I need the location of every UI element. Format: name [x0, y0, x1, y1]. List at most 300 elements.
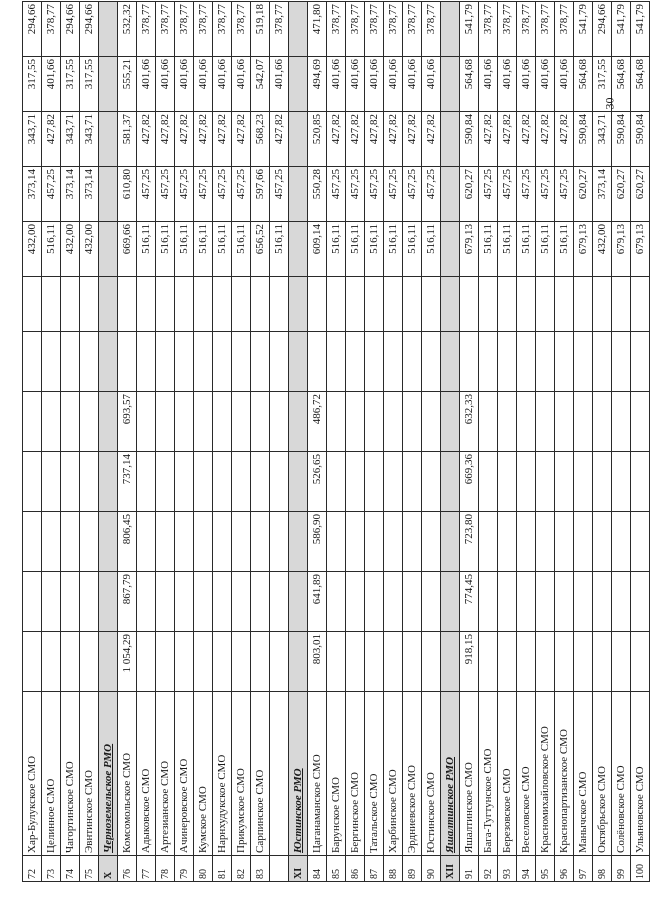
value-cell: 427,82	[42, 112, 61, 167]
value-cell	[384, 572, 403, 632]
table-row	[156, 2, 175, 882]
value-cell	[346, 512, 365, 572]
value-cell: 427,82	[498, 112, 517, 167]
value-cell: 457,25	[422, 167, 441, 222]
value-cell: 918,15	[460, 632, 479, 692]
row-number: 91	[460, 856, 479, 882]
row-number: 100	[631, 856, 650, 882]
value-cell	[251, 332, 270, 392]
value-cell	[346, 572, 365, 632]
value-cell: 590,84	[631, 112, 650, 167]
value-cell	[289, 167, 308, 222]
value-cell	[479, 277, 498, 332]
value-cell	[270, 452, 289, 512]
table-row	[612, 2, 631, 882]
value-cell	[460, 332, 479, 392]
value-cell	[80, 277, 99, 332]
value-cell	[327, 572, 346, 632]
value-cell: 378,77	[232, 2, 251, 57]
value-cell	[517, 632, 536, 692]
municipality-name: Сарпинское СМО	[251, 692, 270, 856]
table-row	[42, 2, 61, 882]
value-cell	[612, 632, 631, 692]
row-number: 76	[118, 856, 137, 882]
value-cell: 520,85	[308, 112, 327, 167]
value-cell: 343,71	[593, 112, 612, 167]
value-cell	[42, 392, 61, 452]
value-cell: 401,66	[365, 57, 384, 112]
value-cell	[308, 332, 327, 392]
value-cell	[593, 632, 612, 692]
value-cell: 679,13	[574, 222, 593, 277]
value-cell	[631, 452, 650, 512]
value-cell	[441, 332, 460, 392]
value-cell: 432,00	[593, 222, 612, 277]
value-cell: 457,25	[498, 167, 517, 222]
value-cell	[42, 572, 61, 632]
value-cell: 378,77	[536, 2, 555, 57]
value-cell: 432,00	[23, 222, 42, 277]
value-cell	[327, 332, 346, 392]
value-cell	[175, 512, 194, 572]
value-cell: 693,57	[118, 392, 137, 452]
value-cell	[99, 452, 118, 512]
value-cell: 581,37	[118, 112, 137, 167]
table-body	[23, 2, 650, 882]
value-cell	[441, 512, 460, 572]
municipality-name: Адыковское СМО	[137, 692, 156, 856]
value-cell: 427,82	[346, 112, 365, 167]
municipality-name: Эрдниевское СМО	[403, 692, 422, 856]
value-cell	[99, 632, 118, 692]
value-cell: 526,65	[308, 452, 327, 512]
value-cell	[289, 572, 308, 632]
value-cell	[232, 392, 251, 452]
value-cell: 401,66	[137, 57, 156, 112]
value-cell: 401,66	[403, 57, 422, 112]
value-cell: 401,66	[384, 57, 403, 112]
value-cell: 294,66	[593, 2, 612, 57]
value-cell: 432,00	[61, 222, 80, 277]
value-cell	[631, 277, 650, 332]
value-cell	[555, 452, 574, 512]
row-number: XI	[289, 856, 308, 882]
value-cell	[346, 632, 365, 692]
value-cell	[23, 512, 42, 572]
value-cell: 378,77	[384, 2, 403, 57]
value-cell	[61, 632, 80, 692]
value-cell: 516,11	[42, 222, 61, 277]
value-cell	[479, 512, 498, 572]
value-cell: 516,11	[194, 222, 213, 277]
value-cell	[232, 452, 251, 512]
group-name: Юстинское РМО	[289, 692, 308, 856]
value-cell	[403, 632, 422, 692]
value-cell	[517, 332, 536, 392]
value-cell	[612, 332, 631, 392]
row-number: X	[99, 856, 118, 882]
municipality-name: Чагортинское СМО	[61, 692, 80, 856]
value-cell	[137, 452, 156, 512]
value-cell: 457,25	[213, 167, 232, 222]
value-cell: 457,25	[517, 167, 536, 222]
value-cell: 532,32	[118, 2, 137, 57]
value-cell: 541,79	[460, 2, 479, 57]
value-cell	[517, 277, 536, 332]
value-cell: 343,71	[23, 112, 42, 167]
municipality-name: Целинное СМО	[42, 692, 61, 856]
municipality-name: Цаганаманское СМО	[308, 692, 327, 856]
table-row	[365, 2, 384, 882]
municipality-name: Прикумское СМО	[232, 692, 251, 856]
value-cell	[365, 632, 384, 692]
value-cell	[555, 332, 574, 392]
value-cell	[61, 512, 80, 572]
row-number: 93	[498, 856, 517, 882]
value-cell	[498, 512, 517, 572]
value-cell: 373,14	[23, 167, 42, 222]
value-cell	[80, 332, 99, 392]
value-cell: 457,25	[270, 167, 289, 222]
value-cell	[555, 572, 574, 632]
row-number	[270, 856, 289, 882]
value-cell	[61, 332, 80, 392]
value-cell	[175, 452, 194, 512]
value-cell	[517, 572, 536, 632]
value-cell	[384, 452, 403, 512]
value-cell	[479, 332, 498, 392]
value-cell	[99, 512, 118, 572]
value-cell: 427,82	[156, 112, 175, 167]
value-cell	[365, 512, 384, 572]
value-cell	[99, 57, 118, 112]
value-cell	[99, 222, 118, 277]
value-cell	[232, 512, 251, 572]
value-cell	[479, 392, 498, 452]
value-cell: 620,27	[612, 167, 631, 222]
value-cell	[99, 572, 118, 632]
value-cell: 378,77	[403, 2, 422, 57]
value-cell	[289, 112, 308, 167]
value-cell	[213, 332, 232, 392]
value-cell	[403, 452, 422, 512]
value-cell	[99, 112, 118, 167]
municipality-name: Ульяновское СМО	[631, 692, 650, 856]
value-cell	[270, 572, 289, 632]
value-cell: 457,25	[232, 167, 251, 222]
municipality-name: Нарнхудукское СМО	[213, 692, 232, 856]
value-cell	[251, 512, 270, 572]
value-cell: 401,66	[213, 57, 232, 112]
table-group-row	[441, 2, 460, 882]
value-cell: 378,77	[327, 2, 346, 57]
value-cell: 620,27	[460, 167, 479, 222]
value-cell: 568,23	[251, 112, 270, 167]
table-row	[631, 2, 650, 882]
value-cell	[441, 2, 460, 57]
value-cell: 378,77	[270, 2, 289, 57]
value-cell: 427,82	[479, 112, 498, 167]
table-group-row	[289, 2, 308, 882]
value-cell	[289, 277, 308, 332]
value-cell: 427,82	[194, 112, 213, 167]
value-cell: 457,25	[175, 167, 194, 222]
value-cell	[194, 392, 213, 452]
value-cell	[555, 512, 574, 572]
value-cell: 401,66	[327, 57, 346, 112]
value-cell	[384, 632, 403, 692]
value-cell	[232, 632, 251, 692]
value-cell: 427,82	[232, 112, 251, 167]
value-cell	[42, 277, 61, 332]
value-cell	[479, 632, 498, 692]
municipality-name: Хар-Булукское СМО	[23, 692, 42, 856]
value-cell: 427,82	[270, 112, 289, 167]
value-cell	[612, 572, 631, 632]
rotated-table-container	[22, 2, 646, 882]
value-cell	[61, 452, 80, 512]
value-cell	[403, 277, 422, 332]
value-cell	[80, 392, 99, 452]
value-cell	[612, 452, 631, 512]
value-cell: 457,25	[346, 167, 365, 222]
row-number: 95	[536, 856, 555, 882]
value-cell: 516,11	[555, 222, 574, 277]
table-row	[232, 2, 251, 882]
value-cell	[555, 277, 574, 332]
value-cell: 867,79	[118, 572, 137, 632]
value-cell	[213, 392, 232, 452]
value-cell	[270, 512, 289, 572]
value-cell	[156, 277, 175, 332]
value-cell	[365, 392, 384, 452]
value-cell	[403, 512, 422, 572]
row-number: 77	[137, 856, 156, 882]
value-cell: 590,84	[574, 112, 593, 167]
value-cell	[23, 632, 42, 692]
value-cell: 457,25	[42, 167, 61, 222]
value-cell	[593, 452, 612, 512]
group-name: Яшалтинское РМО	[441, 692, 460, 856]
value-cell: 590,84	[612, 112, 631, 167]
value-cell	[99, 332, 118, 392]
value-cell	[536, 452, 555, 512]
value-cell	[327, 512, 346, 572]
table-row	[118, 2, 137, 882]
value-cell	[384, 392, 403, 452]
municipality-name: Веселовское СМО	[517, 692, 536, 856]
row-number: 72	[23, 856, 42, 882]
value-cell	[156, 392, 175, 452]
value-cell	[498, 277, 517, 332]
row-number: XII	[441, 856, 460, 882]
value-cell: 294,66	[80, 2, 99, 57]
value-cell	[593, 277, 612, 332]
table-row	[593, 2, 612, 882]
value-cell	[270, 332, 289, 392]
value-cell	[422, 392, 441, 452]
value-cell: 401,66	[42, 57, 61, 112]
table-row	[270, 2, 289, 882]
value-cell	[422, 332, 441, 392]
value-cell	[194, 452, 213, 512]
value-cell	[498, 452, 517, 512]
value-cell: 317,55	[23, 57, 42, 112]
value-cell: 610,80	[118, 167, 137, 222]
table-row	[555, 2, 574, 882]
table-row	[422, 2, 441, 882]
value-cell: 516,11	[156, 222, 175, 277]
value-cell	[194, 332, 213, 392]
value-cell: 401,66	[536, 57, 555, 112]
value-cell	[137, 392, 156, 452]
value-cell: 378,77	[479, 2, 498, 57]
value-cell: 519,18	[251, 2, 270, 57]
value-cell	[365, 572, 384, 632]
row-number: 88	[384, 856, 403, 882]
value-cell	[384, 512, 403, 572]
value-cell: 427,82	[327, 112, 346, 167]
value-cell	[612, 392, 631, 452]
value-cell	[384, 277, 403, 332]
value-cell: 679,13	[612, 222, 631, 277]
value-cell: 516,11	[270, 222, 289, 277]
table-row	[536, 2, 555, 882]
value-cell: 1 054,29	[118, 632, 137, 692]
value-cell	[118, 277, 137, 332]
value-cell: 641,89	[308, 572, 327, 632]
value-cell: 632,33	[460, 392, 479, 452]
value-cell	[403, 572, 422, 632]
value-cell	[213, 452, 232, 512]
value-cell: 427,82	[555, 112, 574, 167]
value-cell: 620,27	[631, 167, 650, 222]
value-cell	[23, 572, 42, 632]
value-cell	[289, 512, 308, 572]
value-cell: 669,66	[118, 222, 137, 277]
municipality-name: Юстинское СМО	[422, 692, 441, 856]
value-cell	[42, 512, 61, 572]
value-cell	[289, 2, 308, 57]
value-cell	[289, 632, 308, 692]
row-number: 82	[232, 856, 251, 882]
value-cell	[327, 452, 346, 512]
value-cell: 378,77	[137, 2, 156, 57]
table-row	[213, 2, 232, 882]
value-cell	[270, 632, 289, 692]
value-cell: 669,36	[460, 452, 479, 512]
value-cell	[251, 452, 270, 512]
value-cell: 378,77	[156, 2, 175, 57]
value-cell: 516,11	[498, 222, 517, 277]
value-cell: 806,45	[118, 512, 137, 572]
value-cell	[498, 392, 517, 452]
row-number: 98	[593, 856, 612, 882]
tariff-table	[22, 1, 650, 882]
value-cell	[99, 392, 118, 452]
municipality-name: Комсомольское СМО	[118, 692, 137, 856]
row-number: 84	[308, 856, 327, 882]
value-cell	[42, 332, 61, 392]
value-cell	[346, 277, 365, 332]
value-cell: 427,82	[384, 112, 403, 167]
row-number: 80	[194, 856, 213, 882]
value-cell	[137, 632, 156, 692]
value-cell	[441, 392, 460, 452]
row-number: 92	[479, 856, 498, 882]
value-cell	[574, 512, 593, 572]
value-cell	[251, 392, 270, 452]
value-cell: 457,25	[384, 167, 403, 222]
value-cell: 401,66	[498, 57, 517, 112]
value-cell	[61, 572, 80, 632]
value-cell: 343,71	[80, 112, 99, 167]
municipality-name: Бага-Тугтунское СМО	[479, 692, 498, 856]
municipality-name	[270, 692, 289, 856]
value-cell: 378,77	[175, 2, 194, 57]
value-cell	[80, 632, 99, 692]
value-cell: 457,25	[536, 167, 555, 222]
value-cell	[536, 332, 555, 392]
value-cell: 401,66	[479, 57, 498, 112]
value-cell: 516,11	[403, 222, 422, 277]
value-cell	[23, 332, 42, 392]
value-cell	[574, 632, 593, 692]
value-cell: 401,66	[555, 57, 574, 112]
table-row	[498, 2, 517, 882]
table-row	[175, 2, 194, 882]
value-cell: 516,11	[479, 222, 498, 277]
value-cell	[593, 332, 612, 392]
value-cell	[99, 167, 118, 222]
value-cell	[80, 452, 99, 512]
value-cell	[251, 277, 270, 332]
municipality-name: Красномихайловское СМО	[536, 692, 555, 856]
value-cell: 803,01	[308, 632, 327, 692]
value-cell: 401,66	[156, 57, 175, 112]
row-number: 86	[346, 856, 365, 882]
value-cell	[574, 332, 593, 392]
value-cell	[346, 452, 365, 512]
value-cell: 516,11	[213, 222, 232, 277]
value-cell	[555, 632, 574, 692]
value-cell: 432,00	[80, 222, 99, 277]
value-cell	[403, 332, 422, 392]
value-cell	[137, 512, 156, 572]
value-cell: 597,66	[251, 167, 270, 222]
value-cell: 516,11	[232, 222, 251, 277]
value-cell	[479, 452, 498, 512]
value-cell: 516,11	[517, 222, 536, 277]
value-cell: 516,11	[536, 222, 555, 277]
value-cell	[213, 512, 232, 572]
value-cell: 378,77	[365, 2, 384, 57]
table-row	[308, 2, 327, 882]
value-cell: 378,77	[555, 2, 574, 57]
value-cell: 378,77	[517, 2, 536, 57]
value-cell: 516,11	[346, 222, 365, 277]
value-cell	[175, 572, 194, 632]
value-cell: 679,13	[460, 222, 479, 277]
municipality-name: Солёновское СМО	[612, 692, 631, 856]
group-name: Черноземельское РМО	[99, 692, 118, 856]
value-cell: 427,82	[517, 112, 536, 167]
value-cell	[593, 392, 612, 452]
value-cell	[574, 572, 593, 632]
row-number: 78	[156, 856, 175, 882]
value-cell	[213, 572, 232, 632]
table-row	[403, 2, 422, 882]
